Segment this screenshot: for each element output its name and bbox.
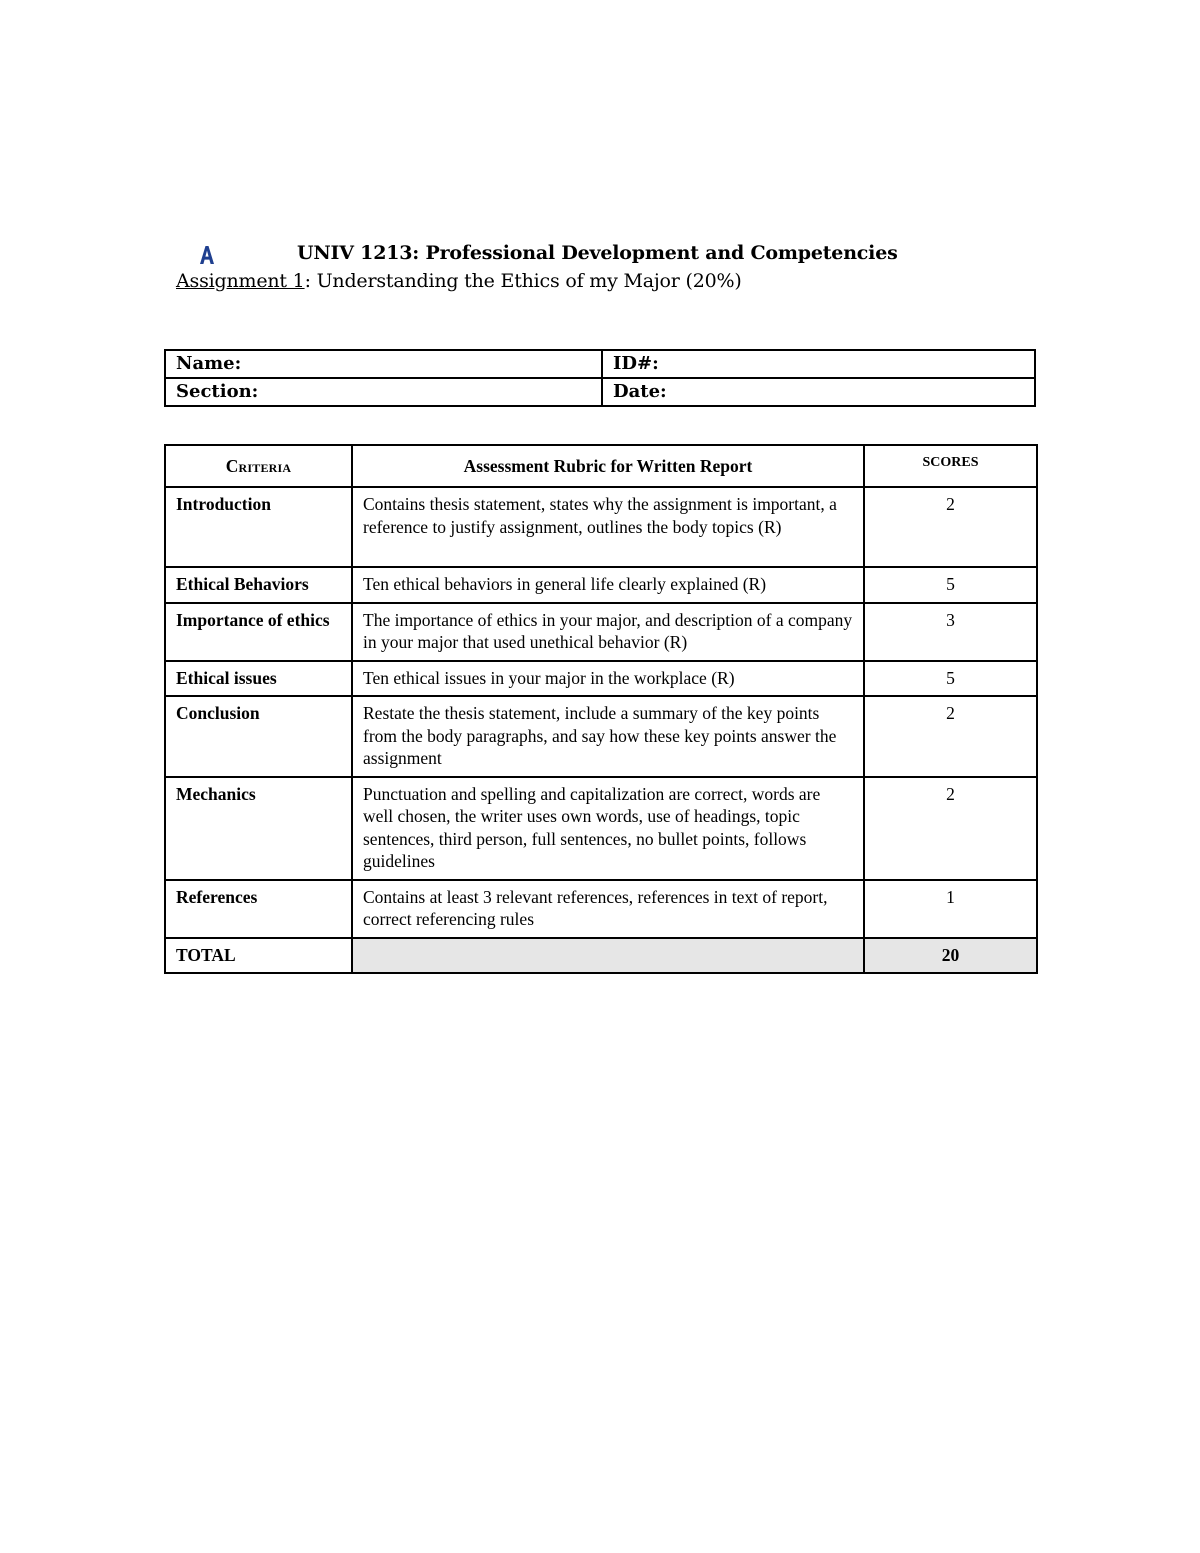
rubric-header-row <box>165 445 1037 487</box>
criterion-score: 2 <box>864 696 1037 777</box>
assignment-label: Assignment 1 <box>176 270 305 292</box>
criterion-score: 2 <box>864 777 1037 880</box>
criteria-header: Criteria <box>165 445 352 487</box>
criterion-score: 1 <box>864 880 1037 938</box>
letter-a-logo-icon <box>199 245 215 265</box>
rubric-row <box>165 487 1037 567</box>
criterion-description: Restate the thesis statement, include a summary of the key points from the body paragraphs, and say how these key points answer the assignment <box>352 696 864 777</box>
criterion-score: 3 <box>864 603 1037 661</box>
criterion-name: Ethical Behaviors <box>165 567 352 603</box>
criterion-score: 5 <box>864 661 1037 697</box>
criterion-score: 5 <box>864 567 1037 603</box>
total-blank-cell <box>352 938 864 974</box>
assignment-title: : Understanding the Ethics of my Major (20%) <box>304 270 742 292</box>
criterion-description: Contains thesis statement, states why the assignment is important, a reference to justify assignment, outlines the body topics (R) <box>352 487 864 567</box>
criterion-name: Mechanics <box>165 777 352 880</box>
criterion-description: Contains at least 3 relevant references, references in text of report, correct referencing rules <box>352 880 864 938</box>
criterion-description: Ten ethical issues in your major in the workplace (R) <box>352 661 864 697</box>
student-info-row <box>165 350 1035 378</box>
criterion-name: Conclusion <box>165 696 352 777</box>
rubric-row <box>165 603 1037 661</box>
criterion-name: Importance of ethics <box>165 603 352 661</box>
description-header: Assessment Rubric for Written Report <box>352 445 864 487</box>
rubric-row <box>165 880 1037 938</box>
criterion-description: Ten ethical behaviors in general life clearly explained (R) <box>352 567 864 603</box>
rubric-row <box>165 661 1037 697</box>
student-info-table <box>164 349 1036 407</box>
rubric-row <box>165 696 1037 777</box>
scores-header: SCORES <box>864 445 1037 487</box>
total-label: TOTAL <box>165 938 352 974</box>
name-field[interactable]: Name: <box>165 350 602 378</box>
criterion-description: The importance of ethics in your major, and description of a company in your major that used unethical behavior (R) <box>352 603 864 661</box>
rubric-row <box>165 567 1037 603</box>
rubric-table <box>164 444 1038 974</box>
criterion-description: Punctuation and spelling and capitalization are correct, words are well chosen, the writer uses own words, use of headings, topic sentences, third person, full sentences, no bullet points, follows guidelines <box>352 777 864 880</box>
total-score: 20 <box>864 938 1037 974</box>
rubric-row <box>165 777 1037 880</box>
criterion-name: Ethical issues <box>165 661 352 697</box>
criterion-name: References <box>165 880 352 938</box>
criterion-name: Introduction <box>165 487 352 567</box>
section-field[interactable]: Section: <box>165 378 602 406</box>
assignment-heading <box>176 270 742 292</box>
id-field[interactable]: ID#: <box>602 350 1035 378</box>
criterion-score: 2 <box>864 487 1037 567</box>
total-row <box>165 938 1037 974</box>
date-field[interactable]: Date: <box>602 378 1035 406</box>
student-info-row <box>165 378 1035 406</box>
course-title: UNIV 1213: Professional Development and Competencies <box>297 242 898 264</box>
